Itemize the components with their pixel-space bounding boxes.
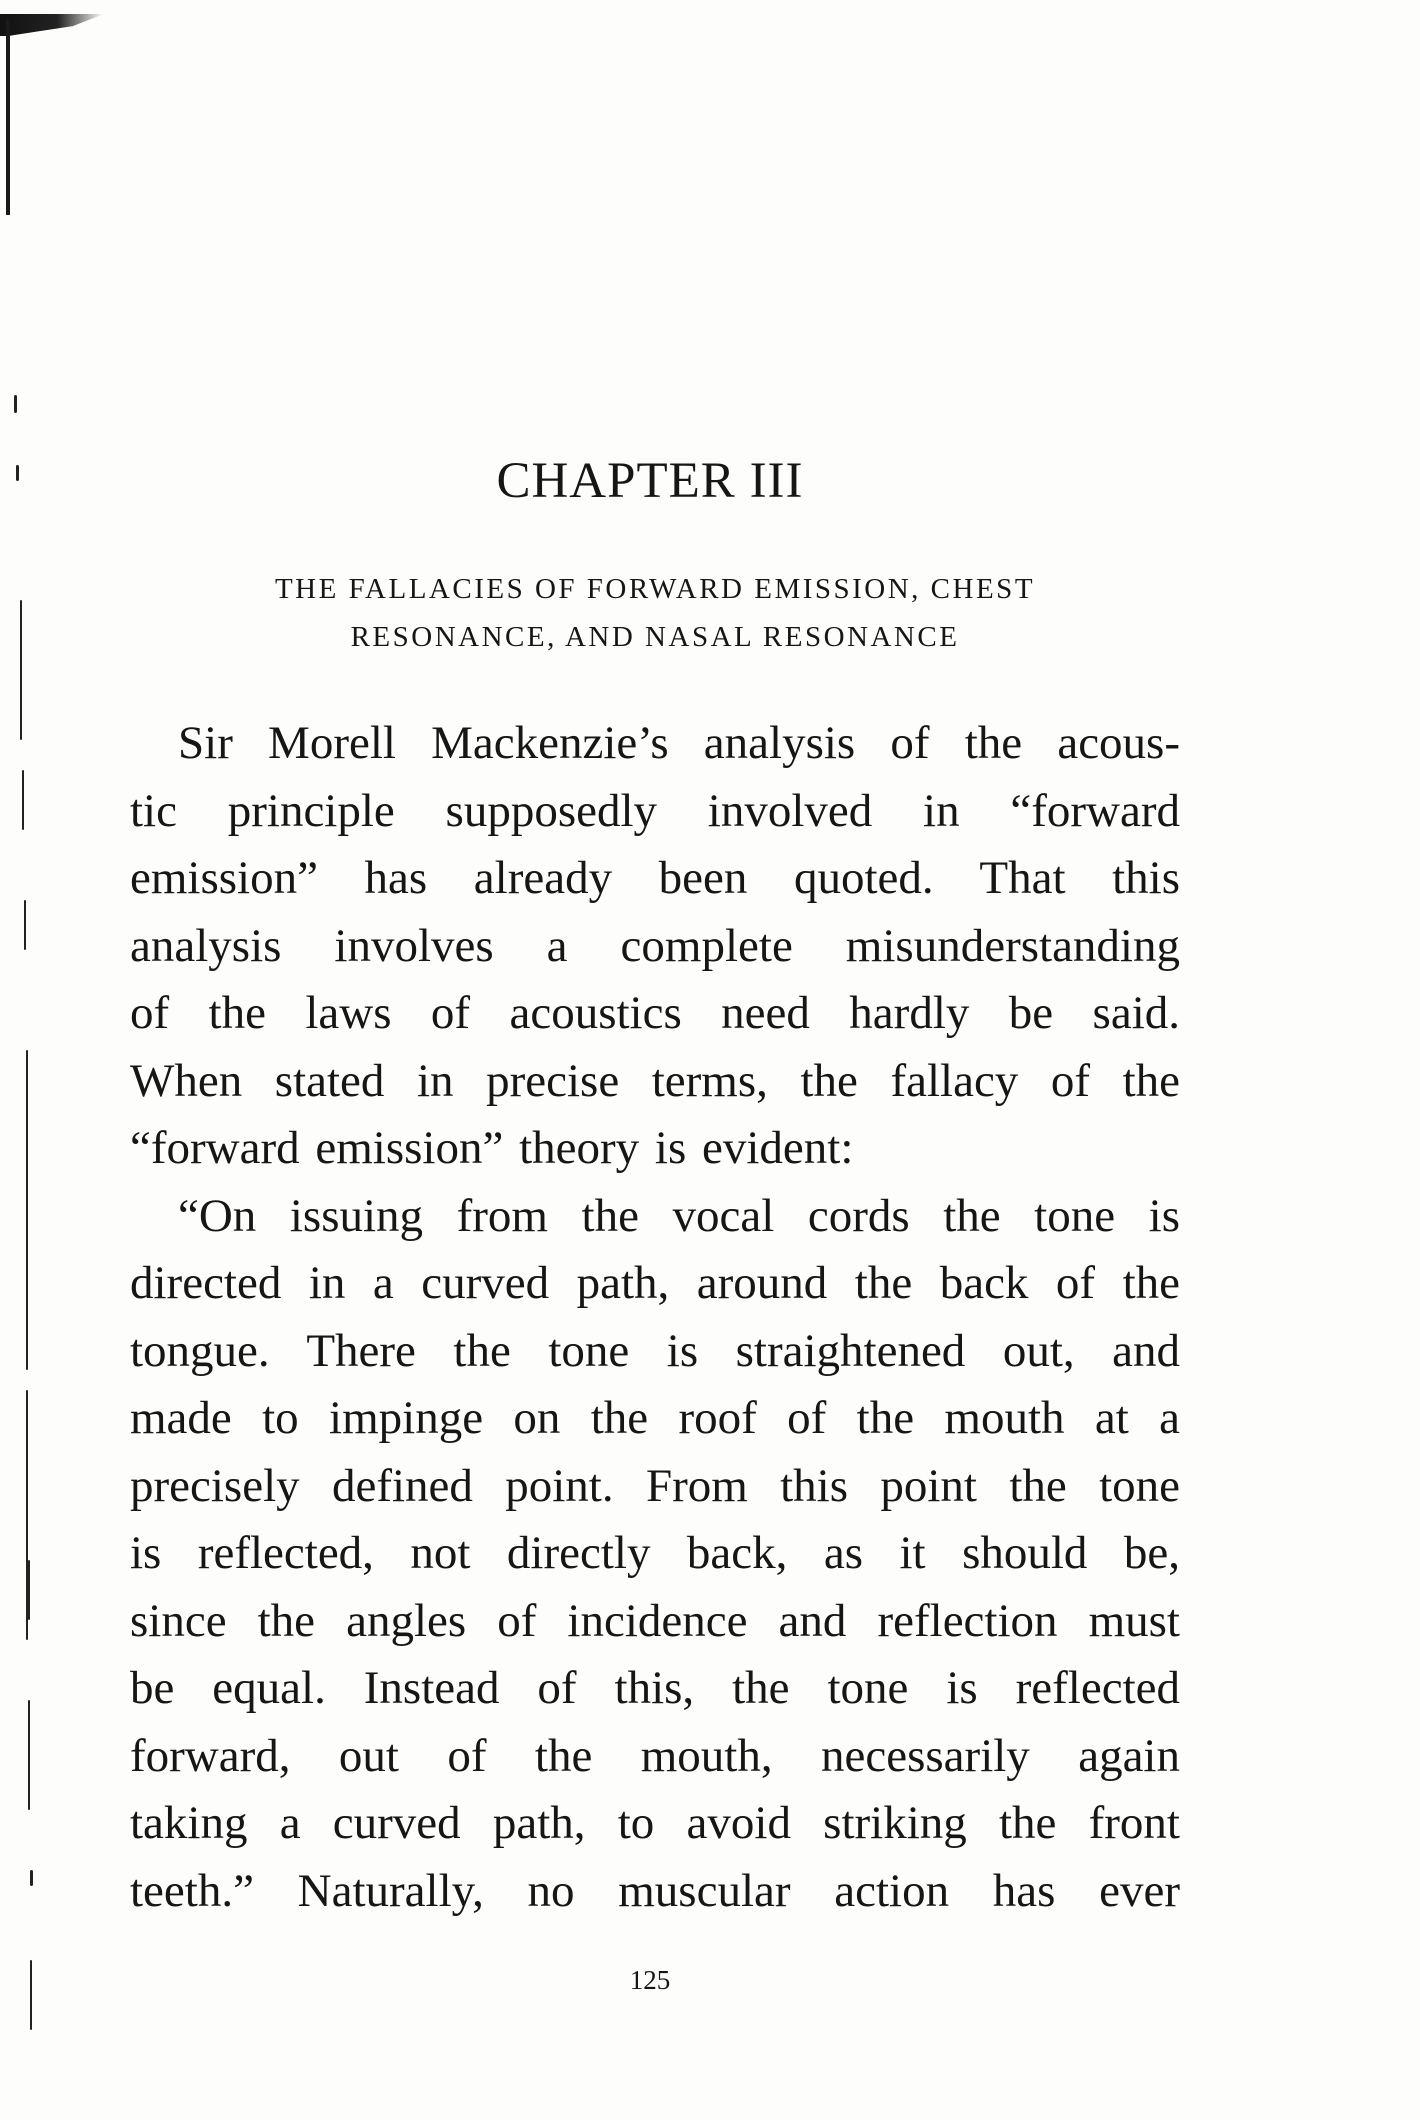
chapter-title: CHAPTER III [496, 453, 804, 509]
scan-edge-mark [28, 1700, 30, 1810]
text-line: precisely defined point. From this point the tone [130, 1459, 1180, 1512]
text-line: Sir Morell Mackenzie’s analysis of the acous- [178, 717, 1180, 769]
text-line: be equal. Instead of this, the tone is reflected [130, 1662, 1180, 1714]
scan-edge-mark [30, 1870, 33, 1886]
subtitle-line: RESONANCE, AND NASAL RESONANCE [350, 621, 960, 653]
scan-edge-shadow [0, 14, 104, 36]
text-line: tongue. There the tone is straightened out, and [130, 1324, 1180, 1377]
text-line: tic principle supposedly involved in “forward [130, 784, 1180, 837]
text-line: made to impinge on the roof of the mouth at a [130, 1392, 1180, 1444]
text-line: “forward emission” theory is evident: [130, 1122, 854, 1174]
scan-edge-mark [20, 600, 22, 740]
text-line: analysis involves a complete misunderstanding [130, 919, 1180, 972]
chapter-subtitle [130, 565, 1180, 661]
text-line: “On issuing from the vocal cords the tone is [178, 1189, 1180, 1242]
scan-edge-mark [14, 395, 17, 413]
scan-edge-mark [24, 900, 26, 950]
body-text [130, 710, 1180, 1925]
text-line: directed in a curved path, around the back of the [130, 1257, 1180, 1309]
text-line: of the laws of acoustics need hardly be said. [130, 987, 1180, 1039]
scan-edge-mark [28, 1560, 30, 1620]
text-line: since the angles of incidence and reflection must [130, 1594, 1180, 1647]
text-line: forward, out of the mouth, necessarily again [130, 1729, 1180, 1782]
text-line: When stated in precise terms, the fallacy of the [130, 1054, 1180, 1107]
page-number: 125 [629, 1965, 671, 1995]
scan-edge-bar [6, 20, 10, 215]
text-line: is reflected, not directly back, as it should be, [130, 1527, 1180, 1579]
text-line: taking a curved path, to avoid striking the front [130, 1797, 1180, 1849]
scan-edge-mark [26, 1050, 28, 1370]
text-line: teeth.” Naturally, no muscular action has ever [130, 1864, 1180, 1917]
text-line: emission” has already been quoted. That this [130, 852, 1180, 904]
scan-edge-mark [22, 770, 24, 830]
subtitle-line: THE FALLACIES OF FORWARD EMISSION, CHEST [274, 573, 1036, 605]
